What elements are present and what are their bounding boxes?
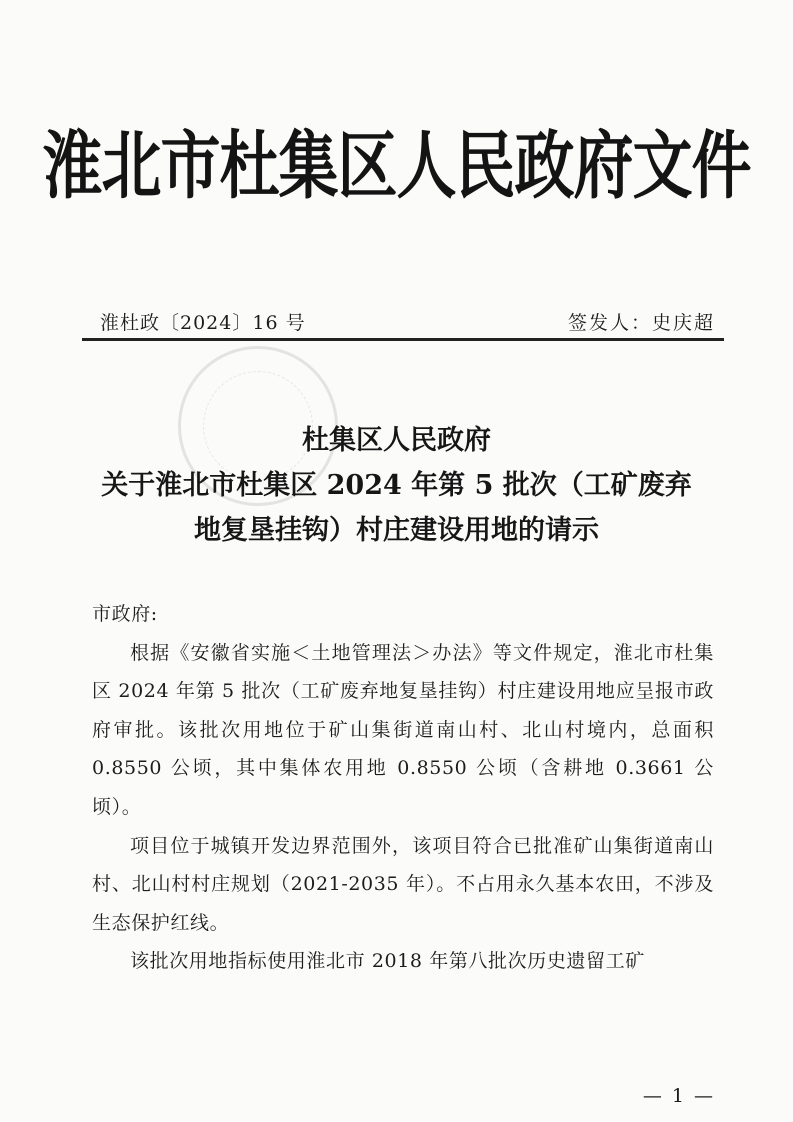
document-header-title: 淮北市杜集区人民政府文件 xyxy=(42,123,751,210)
document-body xyxy=(92,595,714,981)
paragraph-1: 根据《安徽省实施＜土地管理法＞办法》等文件规定，淮北市杜集区 2024 年第 5 批次（工矿废弃地复垦挂钩）村庄建设用地应呈报市政府审批。该批次用地位于矿山集街道南山村、北山村境内，总面积 0.8550 公顷，其中集体农用地 0.8550 公顷（含耕地 0.3661 公顷）。 xyxy=(92,641,714,818)
title-line-3: 地复垦挂钩）村庄建设用地的请示 xyxy=(194,515,599,546)
signer: 签发人：史庆超 xyxy=(567,312,715,334)
paragraph-3: 该批次用地指标使用淮北市 2018 年第八批次历史遗留工矿 xyxy=(130,950,645,973)
request-title xyxy=(0,418,793,553)
salutation: 市政府: xyxy=(92,603,158,625)
paragraph-2: 项目位于城镇开发边界范围外，该项目符合已批准矿山集街道南山村、北山村村庄规划（2021-2035 年）。不占用永久基本农田，不涉及生态保护红线。 xyxy=(92,834,714,934)
page-number: — 1 — xyxy=(642,1085,715,1107)
title-line-1: 杜集区人民政府 xyxy=(302,425,491,456)
title-line-2: 关于淮北市杜集区 2024 年第 5 批次（工矿废弃 xyxy=(101,470,692,501)
header-divider xyxy=(82,338,724,341)
document-number: 淮杜政〔2024〕16 号 xyxy=(100,312,306,334)
